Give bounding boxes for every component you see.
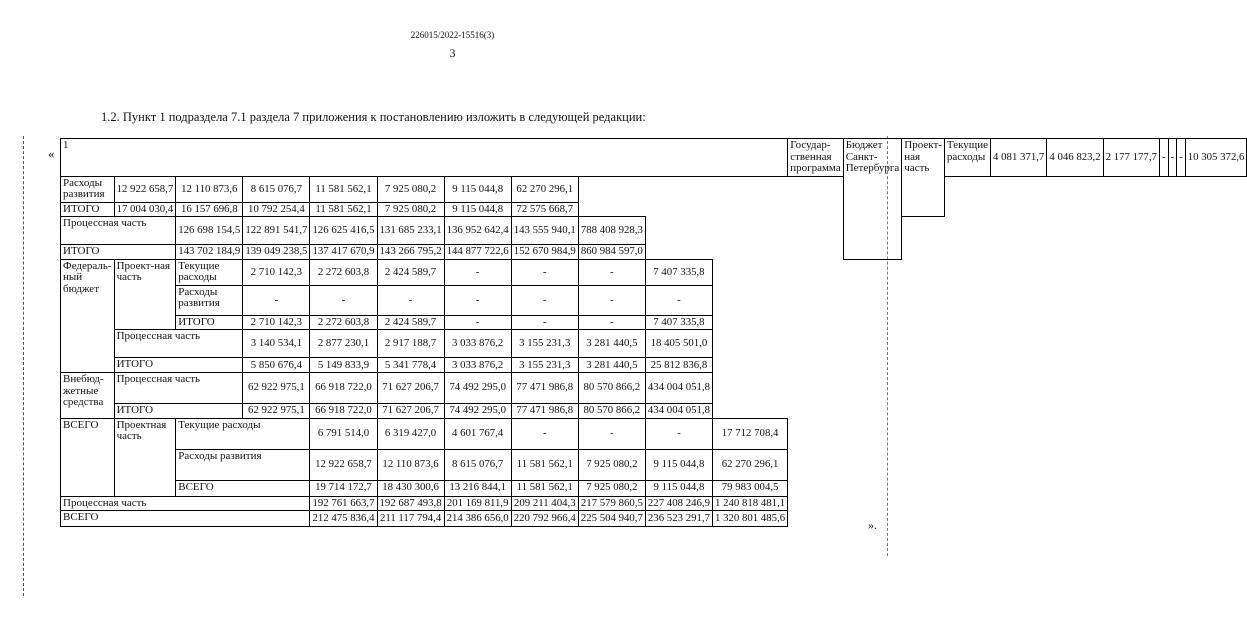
page-number: 3 [449,46,456,60]
value-cell: - [444,315,511,330]
value-cell: 13 216 844,1 [444,480,511,496]
program-label: Государ-ственная программа [788,139,844,177]
value-cell: 77 471 986,8 [511,373,578,404]
vsego-label: ВСЕГО [61,511,310,527]
value-cell: 225 504 940,7 [578,511,645,527]
development-expenses-label: Расходы развития [176,449,310,480]
value-cell: 143 266 795,2 [377,245,444,260]
value-cell: 236 523 291,7 [645,511,712,527]
value-cell: 5 149 833,9 [310,358,377,373]
value-cell: 1 320 801 485,6 [713,511,788,527]
value-cell: 2 710 142,3 [243,315,310,330]
value-cell: 12 110 873,6 [176,176,243,202]
value-cell: 66 918 722,0 [310,404,377,419]
value-cell: 7 925 080,2 [578,449,645,480]
closing-quote: ». [868,518,877,532]
value-cell: - [444,259,511,285]
value-cell: 79 983 004,5 [713,480,788,496]
value-cell: 10 792 254,4 [243,202,310,217]
value-cell: 1 240 818 481,1 [713,496,788,511]
value-cell: 3 155 231,3 [511,330,578,358]
current-expenses-label: Текущие расходы [176,418,310,449]
table-row [61,449,1247,480]
financing-table [60,138,1247,527]
value-cell: 212 475 836,4 [310,511,377,527]
value-cell: 72 575 668,7 [511,202,578,217]
value-cell: - [511,285,578,315]
value-cell: 11 581 562,1 [310,202,377,217]
itogo-label: ИТОГО [114,358,243,373]
value-cell: 2 877 230,1 [310,330,377,358]
value-cell: - [444,285,511,315]
value-cell: 788 408 928,3 [578,217,645,245]
value-cell: 209 211 404,3 [511,496,578,511]
value-cell: 9 115 044,8 [645,449,712,480]
intro-paragraph: 1.2. Пункт 1 подраздела 7.1 раздела 7 приложения к постановлению изложить в следующей редакции: [101,110,646,124]
value-cell: 12 922 658,7 [114,176,176,202]
table-row [61,358,1247,373]
value-cell: 71 627 206,7 [377,373,444,404]
table-row [61,259,1247,285]
value-cell: 220 792 966,4 [511,511,578,527]
document-number: 226015/2022-15516(3) [410,30,495,40]
itogo-label: ИТОГО [61,202,115,217]
table-row [61,511,1247,527]
value-cell: 122 891 541,7 [243,217,310,245]
left-margin-line [23,136,24,596]
itogo-label: ИТОГО [176,315,243,330]
itogo-label: ИТОГО [114,404,243,419]
table-row [61,418,1247,449]
value-cell: 16 157 696,8 [176,202,243,217]
process-part-total-label: Процессная часть [61,496,310,511]
table-row [61,176,1247,202]
table-row [61,202,1247,217]
value-cell: 9 115 044,8 [645,480,712,496]
process-part-label: Процессная часть [61,217,176,245]
table-row [61,330,1247,358]
value-cell: 11 581 562,1 [511,449,578,480]
value-cell: 2 424 589,7 [377,259,444,285]
value-cell: 137 417 670,9 [310,245,377,260]
value-cell: 18 430 300,6 [377,480,444,496]
value-cell: - [511,418,578,449]
value-cell: 62 270 296,1 [511,176,578,202]
value-cell: 8 615 076,7 [444,449,511,480]
table-row [61,404,1247,419]
value-cell: - [578,285,645,315]
value-cell: - [511,315,578,330]
value-cell: 227 408 246,9 [645,496,712,511]
value-cell: 10 305 372,6 [1185,139,1247,177]
vsego-label: ВСЕГО [176,480,310,496]
value-cell: 2 272 603,8 [310,259,377,285]
value-cell: 11 581 562,1 [511,480,578,496]
value-cell: 4 601 767,4 [444,418,511,449]
value-cell: 3 155 231,3 [511,358,578,373]
value-cell: - [578,418,645,449]
extrabudget-label: Внебюд-жетные средства [61,373,115,419]
value-cell: 66 918 722,0 [310,373,377,404]
value-cell: 62 922 975,1 [243,373,310,404]
vsego-label: ВСЕГО [61,418,115,496]
table-row [61,373,1247,404]
value-cell: 3 140 534,1 [243,330,310,358]
value-cell: 5 850 676,4 [243,358,310,373]
value-cell: 152 670 984,9 [511,245,578,260]
value-cell: - [310,285,377,315]
value-cell: 62 270 296,1 [713,449,788,480]
value-cell: - [1177,139,1186,177]
table-row [61,480,1247,496]
value-cell: - [645,418,712,449]
value-cell: 860 984 597,0 [578,245,645,260]
value-cell: 214 386 656,0 [444,511,511,527]
project-part-label: Проект-ная часть [902,139,945,217]
opening-quote: « [48,146,55,161]
value-cell: 217 579 860,5 [578,496,645,511]
value-cell: 7 407 335,8 [645,315,712,330]
value-cell: - [578,315,645,330]
table-row [61,285,1247,315]
value-cell: 25 812 836,8 [645,358,712,373]
value-cell: 12 922 658,7 [310,449,377,480]
value-cell: - [578,259,645,285]
row-number: 1 [61,139,788,177]
value-cell: 2 710 142,3 [243,259,310,285]
table-row [61,496,1247,511]
current-expenses-label: Текущие расходы [944,139,990,177]
value-cell: 192 687 493,8 [377,496,444,511]
value-cell: 2 424 589,7 [377,315,444,330]
value-cell: 80 570 866,2 [578,404,645,419]
value-cell: - [645,285,712,315]
value-cell: 2 272 603,8 [310,315,377,330]
value-cell: 18 405 501,0 [645,330,712,358]
value-cell: 434 004 051,8 [645,404,712,419]
value-cell: 74 492 295,0 [444,373,511,404]
project-part-total-label: Проектная часть [114,418,176,496]
table-row [61,245,1247,260]
value-cell: 80 570 866,2 [578,373,645,404]
value-cell: 9 115 044,8 [444,176,511,202]
value-cell: 126 698 154,5 [176,217,243,245]
project-part-label: Проект-ная часть [114,259,176,330]
process-part-label: Процессная часть [114,373,243,404]
value-cell: 11 581 562,1 [310,176,377,202]
budget-spb-label: Бюджет Санкт-Петербурга [843,139,902,260]
value-cell: 5 341 778,4 [377,358,444,373]
process-part-label: Процессная часть [114,330,243,358]
value-cell: 139 049 238,5 [243,245,310,260]
value-cell: 8 615 076,7 [243,176,310,202]
value-cell: 192 761 663,7 [310,496,377,511]
value-cell: 4 081 371,7 [991,139,1047,177]
value-cell: 3 033 876,2 [444,358,511,373]
value-cell: 7 925 080,2 [377,202,444,217]
value-cell: 6 791 514,0 [310,418,377,449]
value-cell: - [243,285,310,315]
value-cell: 71 627 206,7 [377,404,444,419]
value-cell: 74 492 295,0 [444,404,511,419]
value-cell: 4 046 823,2 [1047,139,1103,177]
value-cell: 2 177 177,7 [1103,139,1159,177]
value-cell: - [377,285,444,315]
value-cell: 17 712 708,4 [713,418,788,449]
value-cell: 143 555 940,1 [511,217,578,245]
development-expenses-label: Расходы развития [176,285,243,315]
value-cell: 9 115 044,8 [444,202,511,217]
value-cell: 143 702 184,9 [176,245,243,260]
value-cell: 434 004 051,8 [645,373,712,404]
value-cell: 211 117 794,4 [377,511,444,527]
value-cell: 131 685 233,1 [377,217,444,245]
value-cell: 3 033 876,2 [444,330,511,358]
value-cell: 144 877 722,6 [444,245,511,260]
value-cell: 12 110 873,6 [377,449,444,480]
value-cell: 6 319 427,0 [377,418,444,449]
federal-budget-label: Федераль-ный бюджет [61,259,115,372]
value-cell: 17 004 030,4 [114,202,176,217]
value-cell: 7 925 080,2 [578,480,645,496]
value-cell: 126 625 416,5 [310,217,377,245]
value-cell: 7 925 080,2 [377,176,444,202]
table-row [61,315,1247,330]
table-row [61,217,1247,245]
value-cell: 2 917 188,7 [377,330,444,358]
value-cell: - [511,259,578,285]
development-expenses-label: Расходы развития [61,176,115,202]
value-cell: - [1168,139,1177,177]
value-cell: - [1159,139,1168,177]
value-cell: 136 952 642,4 [444,217,511,245]
table-row [61,139,1247,177]
value-cell: 19 714 172,7 [310,480,377,496]
value-cell: 77 471 986,8 [511,404,578,419]
itogo-label: ИТОГО [61,245,176,260]
value-cell: 3 281 440,5 [578,330,645,358]
current-expenses-label: Текущие расходы [176,259,243,285]
value-cell: 201 169 811,9 [444,496,511,511]
value-cell: 7 407 335,8 [645,259,712,285]
value-cell: 3 281 440,5 [578,358,645,373]
value-cell: 62 922 975,1 [243,404,310,419]
